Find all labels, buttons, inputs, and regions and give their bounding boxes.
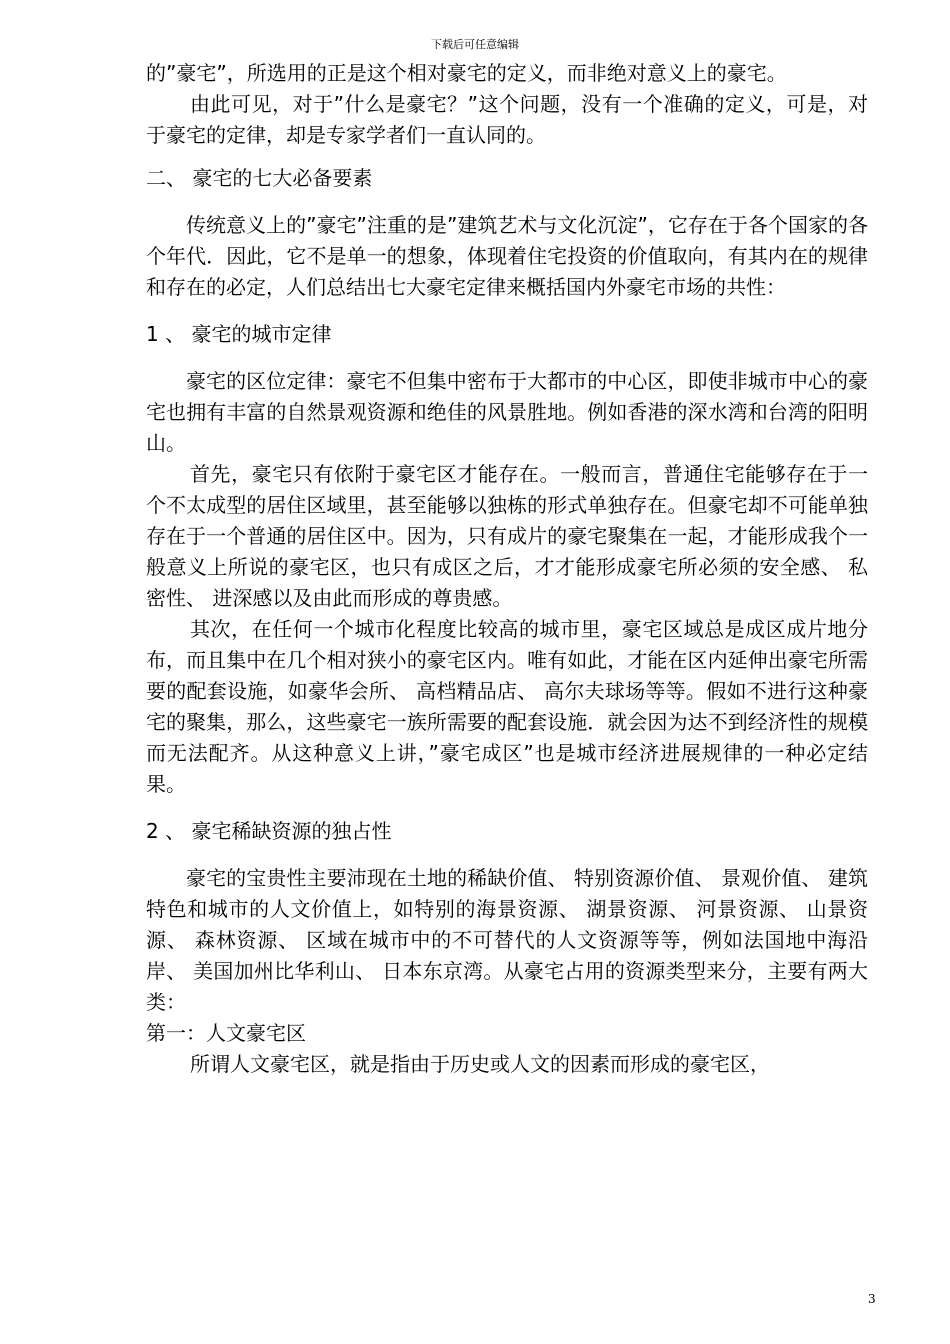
- document-body: [146, 58, 868, 1080]
- paragraph: 所谓人文豪宅区，就是指由于历史或人文的因素而形成的豪宅区，: [190, 1052, 770, 1076]
- paragraph-label: 第一：人文豪宅区: [146, 1021, 306, 1045]
- section-heading: 二、 豪宅的七大必备要素: [146, 166, 373, 190]
- paragraph: 传统意义上的”豪宅”注重的是”建筑艺术与文化沉淀”，它存在于各个国家的各个年代．因此，它不是单一的想象，体现着住宅投资的价值取向，有其内在的规律和存在的必定，人们总结出七大豪宅定律来概括国内外豪宅市场的共性：: [146, 213, 868, 299]
- spacer: [146, 350, 868, 366]
- subsection-heading: 1 、 豪宅的城市定律: [146, 322, 332, 346]
- spacer: [146, 194, 868, 210]
- spacer: [146, 800, 868, 816]
- paragraph-continuation: 的”豪宅”，所选用的正是这个相对豪宅的定义，而非绝对意义上的豪宅。: [146, 61, 787, 85]
- paragraph: 其次，在任何一个城市化程度比较高的城市里，豪宅区域总是成区成片地分布，而且集中在几个相对狭小的豪宅区内。唯有如此，才能在区内延伸出豪宅所需要的配套设施，如豪华会所、 高档精品店、 高尔夫球场等等。假如不进行这种豪宅的聚集，那么，这些豪宅一族所需要的配套设施．就会因为达不到经济性的规模而无法配齐。从这种意义上讲，”豪宅成区”也是城市经济进展规律的一种必定结果。: [146, 617, 868, 796]
- spacer: [146, 847, 868, 863]
- page-number: 3: [868, 1292, 876, 1306]
- spacer: [146, 151, 868, 163]
- page-header: 下载后可任意编辑: [431, 38, 519, 51]
- spacer: [146, 303, 868, 319]
- subsection-heading: 2 、 豪宅稀缺资源的独占性: [146, 819, 392, 843]
- paragraph: 豪宅的宝贵性主要沛现在土地的稀缺价值、 特别资源价值、 景观价值、 建筑特色和城市的人文价值上，如特别的海景资源、 湖景资源、 河景资源、 山景资源、 森林资源、 区域在城市中的不可替代的人文资源等等，例如法国地中海沿岸、 美国加州比华利山、 日本东京湾。从豪宅占用的资源类型来分，主要有两大类：: [146, 866, 868, 1014]
- paragraph: 由此可见，对于”什么是豪宅？”这个问题，没有一个准确的定义，可是，对于豪宅的定律，却是专家学者们一直认同的。: [146, 92, 868, 147]
- paragraph: 豪宅的区位定律：豪宅不但集中密布于大都市的中心区，即使非城市中心的豪宅也拥有丰富的自然景观资源和绝佳的风景胜地。例如香港的深水湾和台湾的阳明山。: [146, 369, 868, 455]
- paragraph: 首先，豪宅只有依附于豪宅区才能存在。一般而言，普通住宅能够存在于一个不太成型的居住区域里，甚至能够以独栋的形式单独存在。但豪宅却不可能单独存在于一个普通的居住区中。因为，只有成片的豪宅聚集在一起，才能形成我个一般意义上所说的豪宅区，也只有成区之后，才才能形成豪宅所必须的安全感、 私密性、 进深感以及由此而形成的尊贵感。: [146, 462, 868, 610]
